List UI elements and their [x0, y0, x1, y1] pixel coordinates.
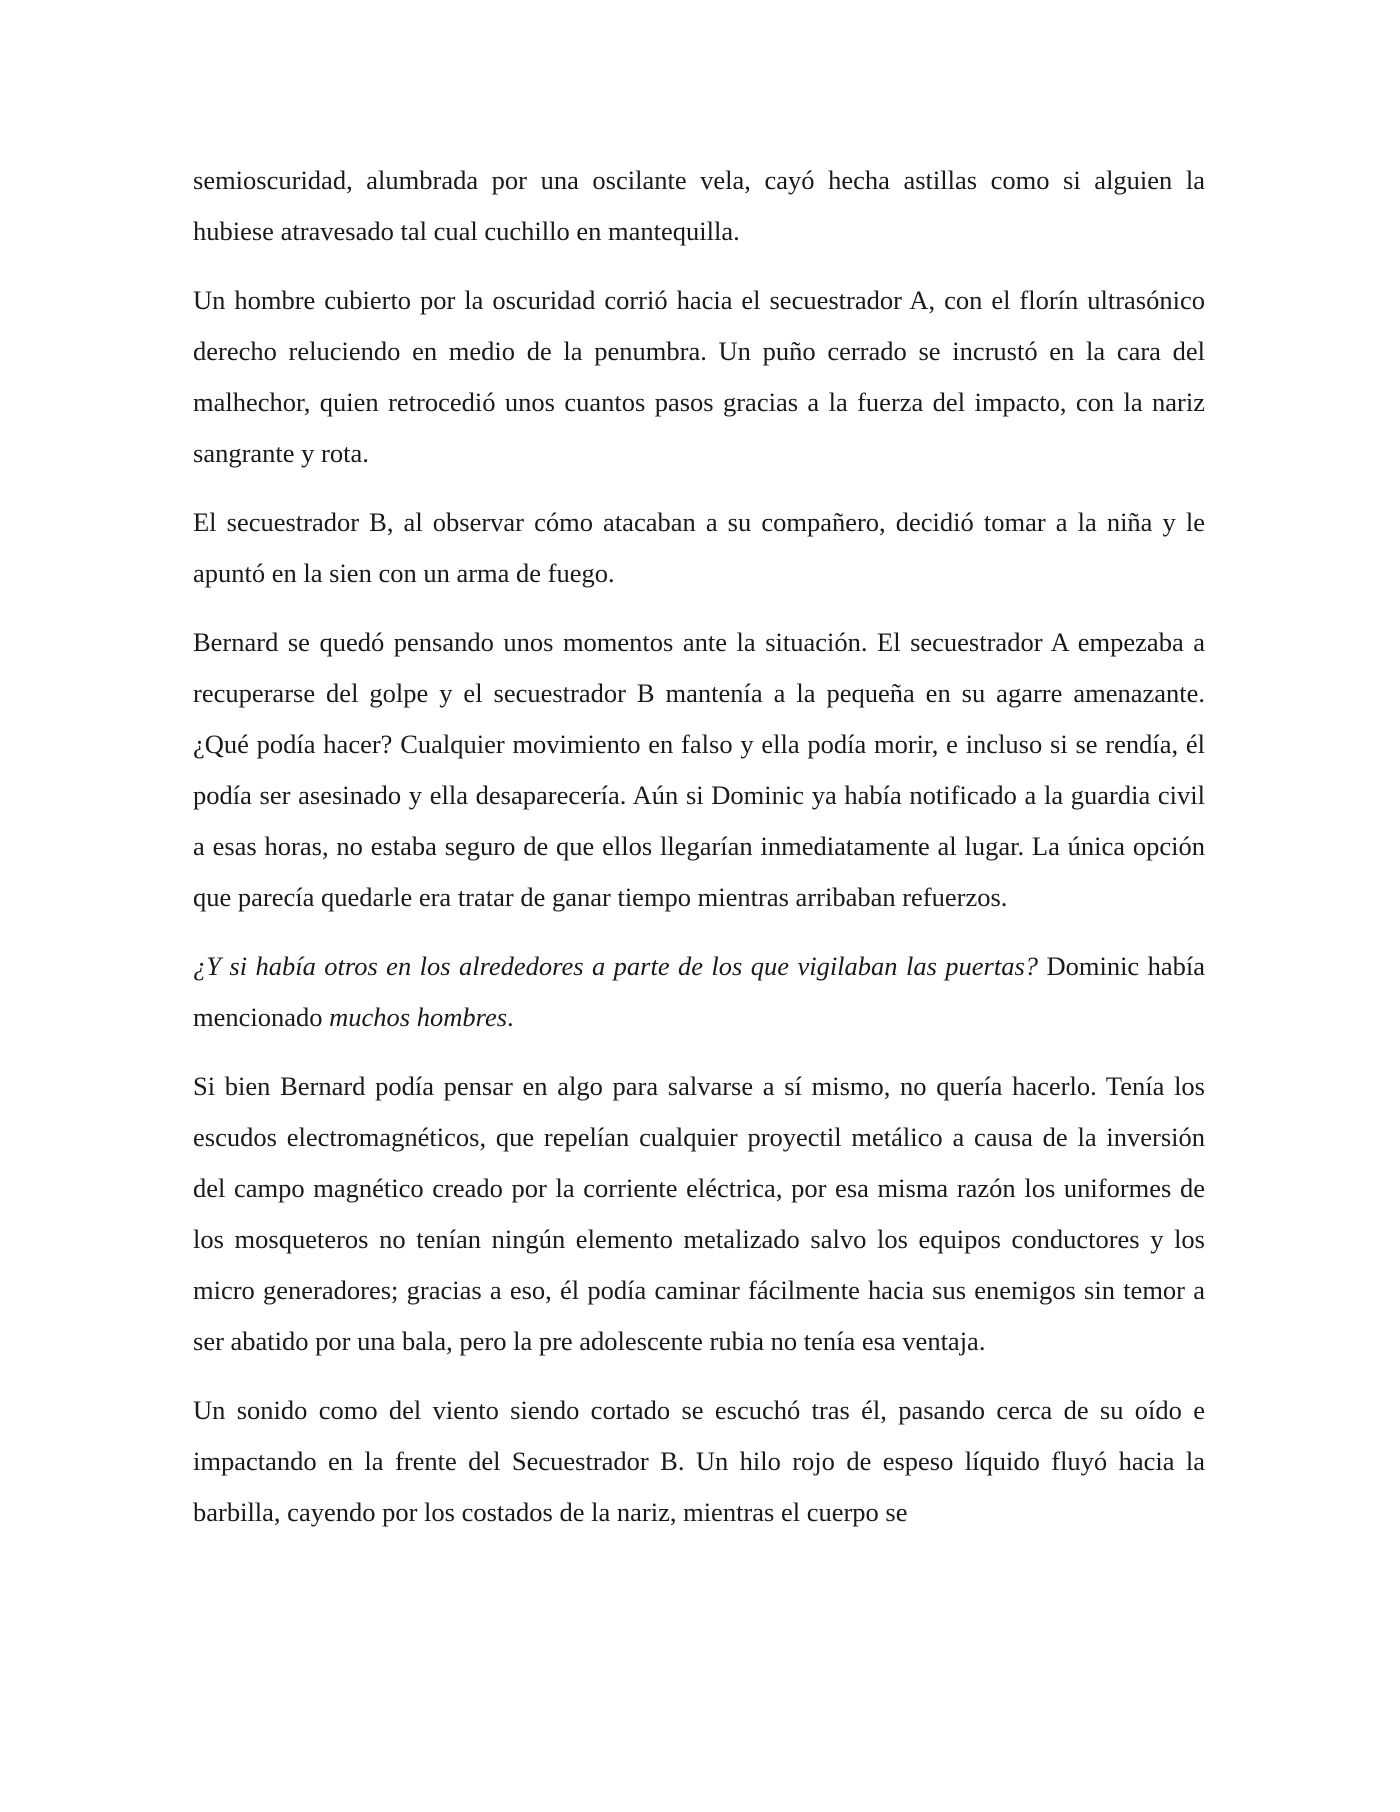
paragraph-6 [193, 1061, 1205, 1367]
document-page [193, 155, 1205, 1538]
paragraph-5 [193, 941, 1205, 1043]
paragraph-1 [193, 155, 1205, 257]
paragraph-text: Un hombre cubierto por la oscuridad corrió hacia el secuestrador A, con el florín ultrasónico derecho reluciendo en medio de la penumbra. Un puño cerrado se incrustó en la cara del malhechor, quien retrocedió unos cuantos pasos gracias a la fuerza del impacto, con la nariz sangrante y rota. [193, 285, 1205, 468]
italic-emphasis: muchos hombres [329, 1002, 508, 1032]
paragraph-text: Si bien Bernard podía pensar en algo para salvarse a sí mismo, no quería hacerlo. Tenía los escudos electromagnéticos, que repelían cualquier proyectil metálico a causa de la inversión del campo magnético creado por la corriente eléctrica, por esa misma razón los uniformes de los mosqueteros no tenían ningún elemento metalizado salvo los equipos conductores y los micro generadores; gracias a eso, él podía caminar fácilmente hacia sus enemigos sin temor a ser abatido por una bala, pero la pre adolescente rubia no tenía esa ventaja. [193, 1071, 1205, 1356]
paragraph-text: El secuestrador B, al observar cómo atacaban a su compañero, decidió tomar a la niña y le apuntó en la sien con un arma de fuego. [193, 507, 1205, 588]
paragraph-text: semioscuridad, alumbrada por una oscilante vela, cayó hecha astillas como si alguien la hubiese atravesado tal cual cuchillo en mantequilla. [193, 165, 1205, 246]
paragraph-text: Bernard se quedó pensando unos momentos ante la situación. El secuestrador A empezaba a recuperarse del golpe y el secuestrador B mantenía a la pequeña en su agarre amenazante. ¿Qué podía hacer? Cualquier movimiento en falso y ella podía morir, e incluso si se rendía, él podía ser asesinado y ella desaparecería. Aún si Dominic ya había notificado a la guardia civil a esas horas, no estaba seguro de que ellos llegarían inmediatamente al lugar. La única opción que parecía quedarle era tratar de ganar tiempo mientras arribaban refuerzos. [193, 627, 1205, 912]
paragraph-text: Un sonido como del viento siendo cortado se escuchó tras él, pasando cerca de su oído e impactando en la frente del Secuestrador B. Un hilo rojo de espeso líquido fluyó hacia la barbilla, cayendo por los costados de la nariz, mientras el cuerpo se [193, 1395, 1205, 1527]
paragraph-text: Dominic había mencionado [193, 951, 1205, 1032]
paragraph-2 [193, 275, 1205, 479]
paragraph-text: . [507, 1002, 514, 1032]
paragraph-7 [193, 1385, 1205, 1538]
italic-thought: ¿Y si había otros en los alrededores a parte de los que vigilaban las puertas? [193, 951, 1039, 981]
paragraph-4 [193, 617, 1205, 923]
paragraph-3 [193, 497, 1205, 599]
